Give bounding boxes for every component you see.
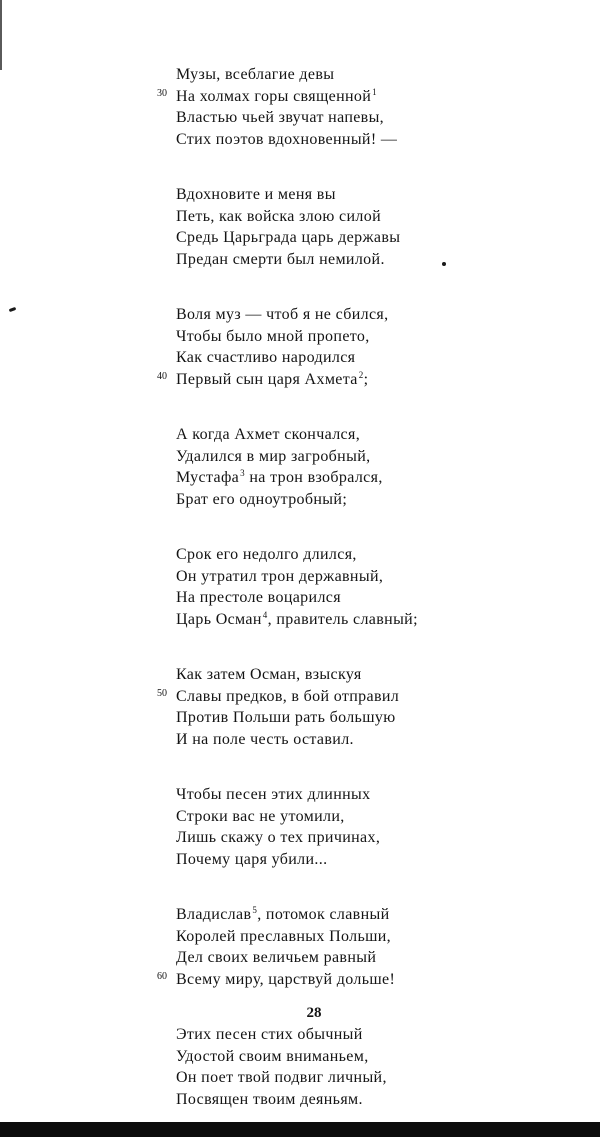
- verse-text: Властью чьей звучат напевы,: [176, 109, 385, 126]
- verse-text: Срок его недолго длился,: [176, 546, 357, 563]
- footnote-marker: 1: [372, 86, 378, 97]
- footnote-marker: 2: [358, 369, 364, 380]
- verse-line: [176, 904, 476, 926]
- verse-line: [176, 1046, 476, 1068]
- verse-text: Этих песен стих обычный: [176, 1026, 363, 1043]
- verse-line: [176, 347, 476, 369]
- poem-body: [157, 64, 476, 1144]
- verse-text: Строки вас не утомили,: [176, 807, 345, 825]
- verse-line: [176, 827, 476, 849]
- verse-line: [176, 184, 476, 206]
- verse-line: [176, 566, 476, 588]
- verse-text: Он поет твой подвиг личный,: [176, 1069, 387, 1086]
- verse-text: Музы, всеблагие девы: [176, 66, 335, 83]
- verse-text: Вдохновите и меня вы: [176, 186, 336, 203]
- verse-text: Царь Осман: [176, 610, 262, 628]
- verse-line: [176, 64, 476, 86]
- verse-line: [176, 424, 476, 446]
- scan-bottom-edge: [0, 1122, 600, 1137]
- page-number: 28: [306, 1005, 322, 1021]
- line-number: 40: [157, 370, 167, 382]
- verse-text: Петь, как войска злою силой: [176, 207, 382, 225]
- footnote-marker: 4: [262, 609, 268, 620]
- verse-text: Против Польши рать большую: [176, 709, 396, 726]
- verse-text-continuation: на трон взобрался,: [245, 469, 383, 486]
- verse-line: [176, 587, 476, 609]
- verse-text: Владислав: [176, 906, 252, 923]
- verse-line: [176, 609, 476, 631]
- verse-line: [176, 1089, 476, 1111]
- verse-line: [176, 206, 476, 228]
- verse-line: [176, 806, 476, 828]
- verse-line: [176, 664, 476, 686]
- verse-line: [176, 849, 476, 871]
- verse-text: Почему царя убили...: [176, 850, 328, 868]
- verse-line: [157, 86, 476, 108]
- verse-text: Лишь скажу о тех причинах,: [176, 829, 381, 846]
- verse-line: [176, 227, 476, 249]
- footnote-marker: 5: [252, 905, 258, 915]
- verse-text: И на поле честь оставил.: [176, 730, 354, 748]
- verse-text: Предан смерти был немилой.: [176, 250, 385, 268]
- stanza: [176, 544, 476, 630]
- stanza: [176, 184, 476, 270]
- verse-text: На престоле воцарился: [176, 589, 341, 606]
- verse-line: [176, 129, 476, 151]
- stanza: [157, 304, 476, 390]
- verse-line: [157, 686, 476, 708]
- verse-text: Славы предков, в бой отправил: [176, 687, 400, 705]
- margin-mark: [9, 307, 17, 312]
- verse-line: [176, 1024, 476, 1046]
- stanza: [157, 904, 476, 990]
- stanza: [157, 664, 476, 750]
- verse-text: Он утратил трон державный,: [176, 567, 384, 585]
- verse-text: Посвящен твоим деяньям.: [176, 1090, 363, 1108]
- verse-line: [176, 784, 476, 806]
- verse-line: [176, 489, 476, 511]
- page-edge-rule: [0, 0, 2, 70]
- verse-text: Брат его одноутробный;: [176, 490, 348, 508]
- verse-text: Стих поэтов вдохновенный! —: [176, 130, 398, 148]
- verse-text: Первый сын царя Ахмета: [176, 370, 358, 388]
- verse-text-continuation: , правитель славный;: [267, 610, 418, 628]
- verse-line: [176, 707, 476, 729]
- verse-text: Воля муз — чтоб я не сбился,: [176, 306, 389, 323]
- verse-text: Средь Царьграда царь державы: [176, 229, 401, 246]
- verse-text: А когда Ахмет скончался,: [176, 426, 361, 443]
- verse-text: Как счастливо народился: [176, 349, 356, 366]
- line-number: 60: [157, 970, 167, 982]
- line-number: 30: [157, 87, 167, 99]
- verse-text: Всему миру, царствуй дольше!: [176, 970, 396, 988]
- verse-text-continuation: , потомок славный: [257, 906, 390, 923]
- stanza: [176, 1024, 476, 1110]
- verse-line: [176, 304, 476, 326]
- verse-line: [176, 544, 476, 566]
- verse-text: Чтобы песен этих длинных: [176, 786, 371, 803]
- verse-text: Дел своих величьем равный: [176, 949, 377, 966]
- verse-line: [176, 326, 476, 348]
- verse-text: Королей преславных Польши,: [176, 927, 392, 945]
- line-number: 50: [157, 687, 167, 699]
- stanza: [157, 64, 476, 150]
- verse-text: Удалился в мир загробный,: [176, 447, 371, 465]
- verse-line: [157, 969, 476, 991]
- verse-line: [176, 249, 476, 271]
- verse-text: Мустафа: [176, 469, 240, 486]
- verse-text: Чтобы было мной пропето,: [176, 327, 370, 345]
- verse-line: [176, 467, 476, 489]
- verse-line: [176, 729, 476, 751]
- stanza: [176, 784, 476, 870]
- verse-text: Как затем Осман, взыскуя: [176, 666, 362, 683]
- verse-text-continuation: ;: [363, 370, 369, 388]
- verse-text: На холмах горы священной: [176, 87, 372, 105]
- stanza: [176, 424, 476, 510]
- verse-line: [176, 107, 476, 129]
- verse-line: [176, 926, 476, 948]
- verse-line: [176, 446, 476, 468]
- footnote-marker: 3: [240, 468, 245, 478]
- verse-line: [176, 1067, 476, 1089]
- verse-line: [176, 947, 476, 969]
- verse-line: [157, 369, 476, 391]
- verse-text: Удостой своим вниманьем,: [176, 1047, 369, 1065]
